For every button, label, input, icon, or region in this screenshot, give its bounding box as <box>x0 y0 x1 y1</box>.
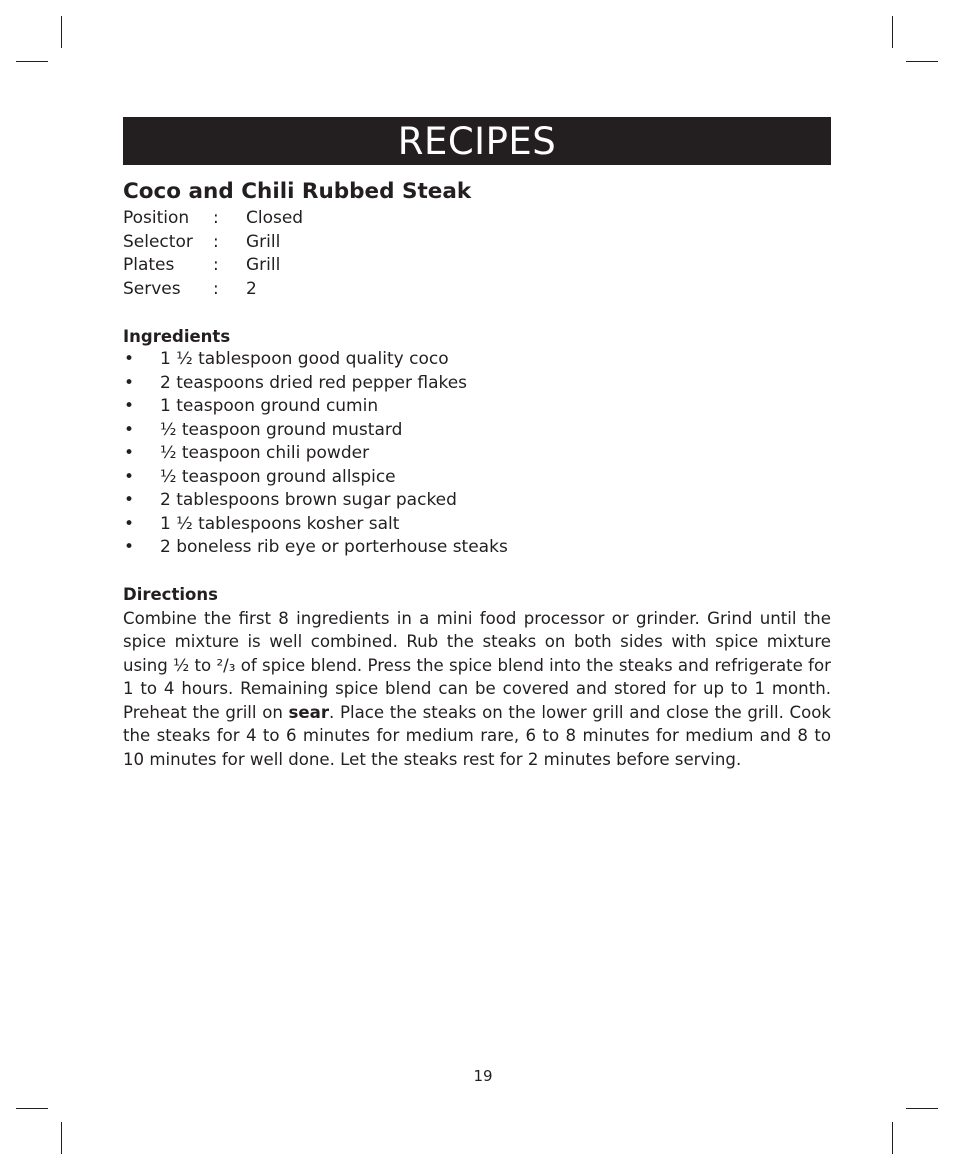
ingredient-text: 1 ½ tablespoon good quality coco <box>160 349 449 369</box>
setting-separator: : <box>213 208 219 228</box>
setting-value: Closed <box>246 208 304 228</box>
directions-text-part: . Place the steaks on the lower grill and close the grill. Cook the steaks for 4 to 6 minutes for medium rare, 6 to 8 minutes for medium and 8 to 10 minutes for well done. Let the steaks rest for 2 minutes before serving. <box>123 702 832 769</box>
directions-text-part: Combine the first 8 ingredients in a mini food processor or grinder. Grind until the spice mixture is well combined. Rub the steaks on both sides with spice mixture using ½ to ²/₃ of spice blend. Press the spice blend into the steaks and refrigerate for 1 to 4 hours. Remaining spice blend can be covered and stored for up to 1 month. Preheat the grill on <box>123 608 831 722</box>
bullet-icon: • <box>124 443 135 463</box>
bullet-icon: • <box>124 490 135 510</box>
bullet-icon: • <box>124 349 135 369</box>
list-item <box>123 489 831 513</box>
directions-emphasis: sear <box>288 702 330 722</box>
ingredient-text: 2 boneless rib eye or porterhouse steaks <box>160 537 508 557</box>
setting-separator: : <box>213 278 219 299</box>
crop-mark-bottom-left-vertical <box>61 1122 62 1154</box>
setting-label: Selector <box>123 231 193 252</box>
recipes-banner: RECIPES <box>123 117 831 165</box>
list-item <box>123 513 831 537</box>
setting-value: Grill <box>246 231 281 252</box>
setting-label: Plates <box>123 255 175 275</box>
recipe-content <box>123 178 831 771</box>
ingredient-text: 1 ½ tablespoons kosher salt <box>160 513 400 534</box>
bullet-icon: • <box>124 372 135 393</box>
ingredient-text: ½ teaspoon ground allspice <box>160 466 396 487</box>
setting-row-selector <box>123 231 831 255</box>
setting-row-plates <box>123 254 831 278</box>
bullet-icon: • <box>124 466 135 487</box>
ingredient-text: 2 teaspoons dried red pepper flakes <box>160 372 468 393</box>
list-item <box>123 395 831 419</box>
ingredients-heading: Ingredients <box>123 326 231 346</box>
bullet-icon: • <box>124 419 135 440</box>
setting-separator: : <box>213 255 219 275</box>
bullet-icon: • <box>124 537 135 557</box>
crop-mark-top-left-vertical <box>61 16 62 48</box>
bullet-icon: • <box>124 513 135 534</box>
bullet-icon: • <box>124 396 135 416</box>
ingredients-list <box>123 348 831 560</box>
list-item <box>123 372 831 396</box>
settings-list <box>123 207 831 301</box>
directions-text <box>123 607 831 772</box>
crop-mark-bottom-right-horizontal <box>906 1108 938 1109</box>
page-number: 19 <box>473 1067 493 1085</box>
crop-mark-bottom-left-horizontal <box>16 1108 48 1109</box>
ingredient-text: 1 teaspoon ground cumin <box>160 396 379 416</box>
setting-separator: : <box>213 231 219 252</box>
setting-row-position <box>123 207 831 231</box>
list-item <box>123 442 831 466</box>
setting-label: Position <box>123 208 190 228</box>
list-item <box>123 466 831 490</box>
setting-value: Grill <box>246 255 281 275</box>
list-item <box>123 419 831 443</box>
setting-value: 2 <box>246 278 257 299</box>
list-item <box>123 536 831 560</box>
crop-mark-top-left-horizontal <box>16 61 48 62</box>
crop-mark-top-right-vertical <box>892 16 893 48</box>
crop-mark-top-right-horizontal <box>906 61 938 62</box>
crop-mark-bottom-right-vertical <box>892 1122 893 1154</box>
ingredient-text: ½ teaspoon chili powder <box>160 443 370 463</box>
recipe-title: Coco and Chili Rubbed Steak <box>123 179 472 204</box>
list-item <box>123 348 831 372</box>
directions-heading: Directions <box>123 585 218 604</box>
setting-label: Serves <box>123 278 181 299</box>
setting-row-serves <box>123 278 831 302</box>
ingredient-text: 2 tablespoons brown sugar packed <box>160 490 457 510</box>
ingredient-text: ½ teaspoon ground mustard <box>160 419 403 440</box>
